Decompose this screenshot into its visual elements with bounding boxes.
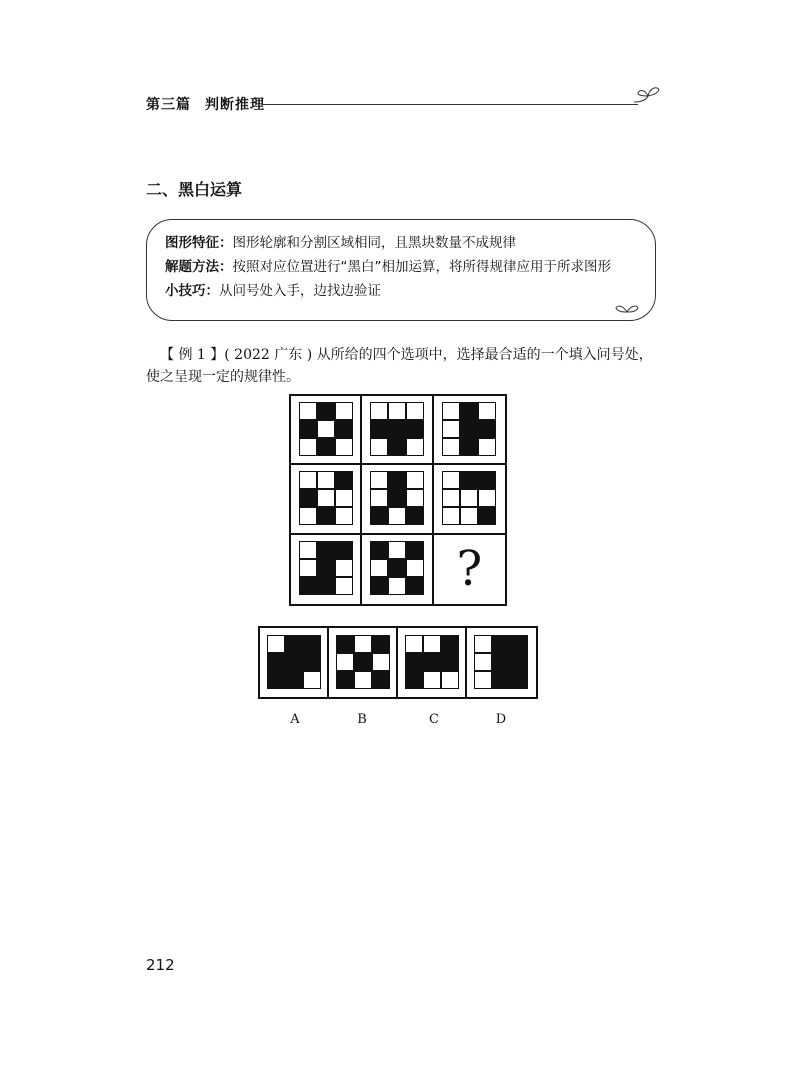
option-a[interactable]: [260, 628, 329, 697]
white-square: [267, 635, 285, 653]
tip-box: [146, 219, 656, 321]
cell-figure: [370, 402, 424, 456]
white-square: [405, 635, 423, 653]
white-square: [474, 653, 492, 671]
tip-label: 图形特征：: [165, 235, 233, 251]
white-square: [442, 471, 460, 489]
black-square: [335, 420, 353, 438]
white-square: [303, 671, 321, 689]
cell-figure: [299, 402, 353, 456]
white-square: [406, 489, 424, 507]
black-square: [478, 420, 496, 438]
black-square: [299, 577, 317, 595]
black-square: [336, 671, 354, 689]
black-square: [460, 420, 478, 438]
black-square: [405, 671, 423, 689]
black-square: [478, 507, 496, 525]
puzzle-cell: [434, 535, 505, 604]
puzzle-cell: [434, 465, 505, 534]
running-header: [146, 94, 265, 114]
option-label-c: C: [429, 712, 439, 727]
option-label-b: B: [357, 712, 367, 727]
black-square: [317, 541, 335, 559]
option-figure: [267, 635, 321, 689]
black-square: [406, 577, 424, 595]
black-square: [423, 653, 441, 671]
white-square: [354, 671, 372, 689]
puzzle-cell: [434, 396, 505, 465]
black-square: [372, 671, 390, 689]
tip-line-trick: [165, 279, 655, 303]
puzzle-cell: [291, 535, 362, 604]
tip-label: 解题方法：: [165, 259, 233, 275]
black-square: [285, 671, 303, 689]
options-row: [258, 626, 538, 699]
black-square: [370, 541, 388, 559]
white-square: [370, 402, 388, 420]
white-square: [335, 438, 353, 456]
puzzle-cell: [291, 465, 362, 534]
black-square: [510, 635, 528, 653]
black-square: [441, 653, 459, 671]
white-square: [335, 577, 353, 595]
header-rule: [262, 104, 638, 105]
white-square: [406, 471, 424, 489]
black-square: [370, 507, 388, 525]
white-square: [335, 559, 353, 577]
black-square: [317, 559, 335, 577]
white-square: [372, 653, 390, 671]
black-square: [460, 438, 478, 456]
white-square: [299, 541, 317, 559]
white-square: [335, 489, 353, 507]
black-square: [388, 420, 406, 438]
black-square: [388, 471, 406, 489]
black-square: [406, 420, 424, 438]
question-mark: ?: [456, 541, 483, 598]
tip-text: 从问号处入手，边找边验证: [219, 283, 381, 299]
puzzle-cell: [362, 535, 433, 604]
black-square: [441, 635, 459, 653]
black-square: [336, 635, 354, 653]
option-figure: [405, 635, 459, 689]
option-b[interactable]: [329, 628, 398, 697]
black-square: [388, 559, 406, 577]
cell-figure: [370, 541, 424, 595]
black-square: [303, 635, 321, 653]
black-square: [354, 653, 372, 671]
white-square: [388, 541, 406, 559]
white-square: [478, 489, 496, 507]
leaf-icon: [615, 302, 639, 316]
black-square: [335, 541, 353, 559]
question-text: [146, 344, 658, 388]
white-square: [388, 507, 406, 525]
white-square: [478, 402, 496, 420]
white-square: [335, 507, 353, 525]
white-square: [317, 471, 335, 489]
white-square: [317, 489, 335, 507]
cell-figure: [299, 541, 353, 595]
white-square: [335, 402, 353, 420]
black-square: [299, 420, 317, 438]
black-square: [478, 471, 496, 489]
white-square: [406, 438, 424, 456]
black-square: [388, 489, 406, 507]
puzzle-cell: [362, 465, 433, 534]
cell-figure: [442, 402, 496, 456]
black-square: [405, 653, 423, 671]
white-square: [442, 507, 460, 525]
sprout-icon: [632, 82, 662, 108]
black-square: [406, 507, 424, 525]
black-square: [285, 635, 303, 653]
white-square: [370, 489, 388, 507]
white-square: [336, 653, 354, 671]
black-square: [406, 541, 424, 559]
option-label-a: A: [290, 712, 300, 727]
puzzle-grid: [289, 394, 507, 606]
white-square: [474, 671, 492, 689]
option-c[interactable]: [398, 628, 467, 697]
black-square: [267, 653, 285, 671]
black-square: [460, 471, 478, 489]
header-part: 第三篇: [146, 97, 191, 113]
white-square: [423, 635, 441, 653]
section-title: 二、黑白运算: [146, 180, 243, 199]
black-square: [299, 489, 317, 507]
header-title: 判断推理: [205, 97, 265, 113]
black-square: [303, 653, 321, 671]
black-square: [370, 577, 388, 595]
white-square: [388, 402, 406, 420]
black-square: [285, 653, 303, 671]
black-square: [492, 671, 510, 689]
white-square: [354, 635, 372, 653]
white-square: [370, 438, 388, 456]
black-square: [317, 438, 335, 456]
white-square: [460, 507, 478, 525]
white-square: [406, 559, 424, 577]
white-square: [370, 559, 388, 577]
white-square: [478, 438, 496, 456]
black-square: [460, 402, 478, 420]
white-square: [299, 559, 317, 577]
cell-figure: [370, 471, 424, 525]
black-square: [317, 507, 335, 525]
black-square: [492, 635, 510, 653]
black-square: [372, 635, 390, 653]
option-label-d: D: [495, 712, 507, 727]
white-square: [474, 635, 492, 653]
page-number: 212: [146, 956, 175, 974]
black-square: [317, 402, 335, 420]
tip-text: 按照对应位置进行“黑白”相加运算，将所得规律应用于所求图形: [232, 259, 611, 275]
option-d[interactable]: [467, 628, 536, 697]
white-square: [442, 438, 460, 456]
white-square: [388, 577, 406, 595]
black-square: [510, 671, 528, 689]
black-square: [388, 438, 406, 456]
white-square: [441, 671, 459, 689]
white-square: [442, 489, 460, 507]
white-square: [442, 420, 460, 438]
tip-text: 图形轮廓和分割区域相同，且黑块数量不成规律: [232, 235, 516, 251]
black-square: [492, 653, 510, 671]
puzzle-cell: [291, 396, 362, 465]
white-square: [370, 471, 388, 489]
option-figure: [474, 635, 528, 689]
white-square: [299, 402, 317, 420]
black-square: [335, 471, 353, 489]
option-figure: [336, 635, 390, 689]
puzzle-cell: [362, 396, 433, 465]
white-square: [299, 471, 317, 489]
white-square: [317, 420, 335, 438]
white-square: [299, 438, 317, 456]
black-square: [317, 577, 335, 595]
white-square: [299, 507, 317, 525]
white-square: [423, 671, 441, 689]
black-square: [267, 671, 285, 689]
black-square: [370, 420, 388, 438]
white-square: [460, 489, 478, 507]
white-square: [442, 402, 460, 420]
cell-figure: [299, 471, 353, 525]
question-body: 【 例 1 】( 2022 广东 ) 从所给的四个选项中，选择最合适的一个填入问号处，使之呈现一定的规律性。: [146, 347, 653, 385]
white-square: [406, 402, 424, 420]
black-square: [510, 653, 528, 671]
cell-figure: [442, 471, 496, 525]
tip-line-method: [165, 255, 655, 279]
tip-line-features: [165, 231, 655, 255]
tip-label: 小技巧：: [165, 283, 219, 299]
